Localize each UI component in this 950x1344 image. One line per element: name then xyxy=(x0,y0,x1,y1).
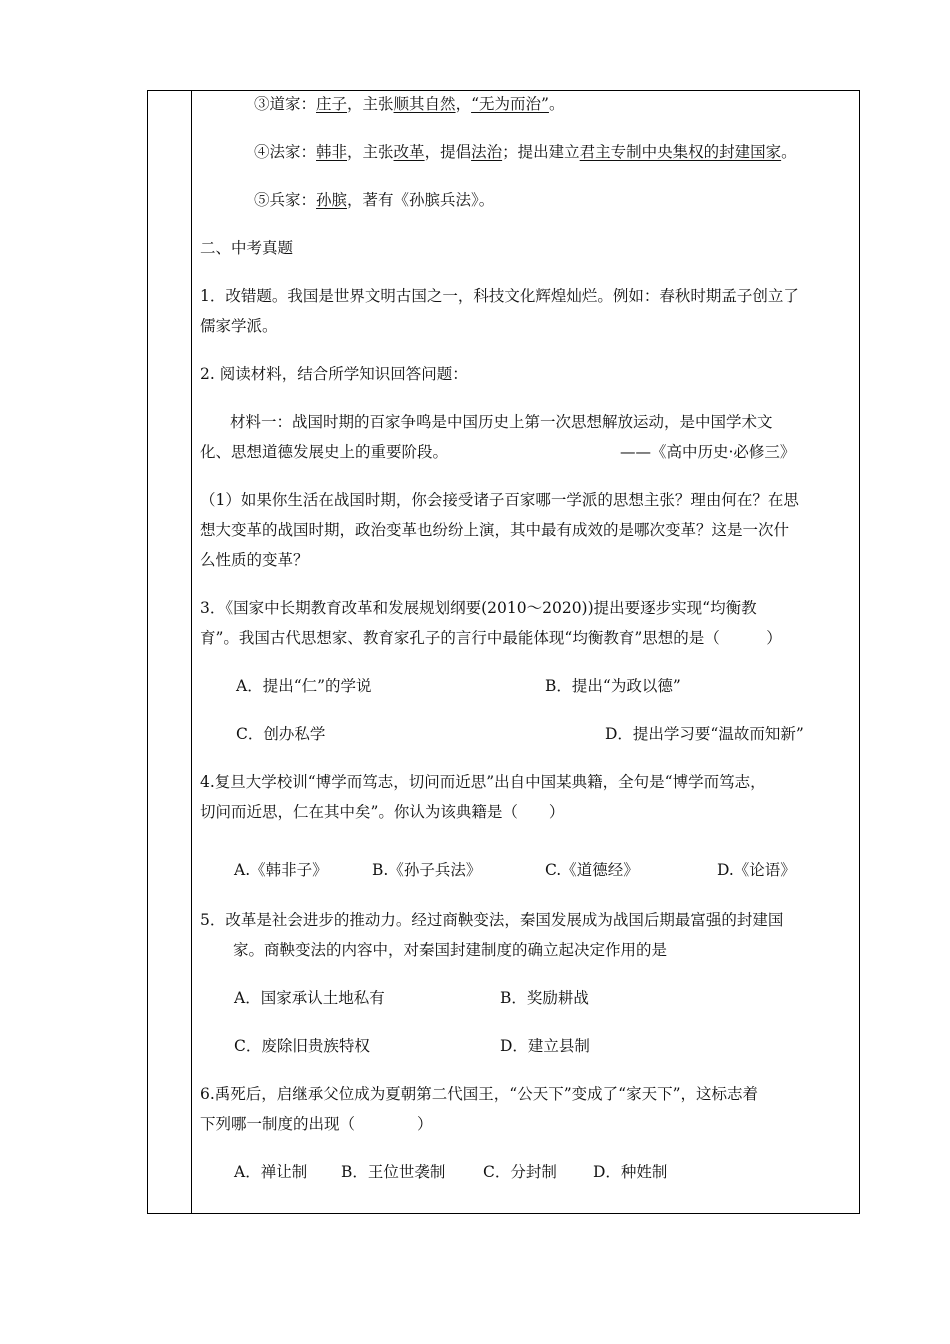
daojia-quote: “无为而治” xyxy=(471,95,549,113)
daojia-mid: ，主张 xyxy=(347,95,394,113)
fajia-end: 。 xyxy=(781,143,797,161)
q5-line2: 家。商鞅变法的内容中，对秦国封建制度的确立起决定作用的是 xyxy=(233,941,668,959)
q6-option-a: A．禅让制 xyxy=(234,1163,308,1181)
bingjia-person: 孙膑 xyxy=(316,191,348,209)
q3-option-b: B．提出“为政以德” xyxy=(545,677,681,695)
bingjia-prefix: ⑤兵家： xyxy=(254,191,317,209)
bingjia-line xyxy=(254,190,494,210)
q3-option-a: A．提出“仁”的学说 xyxy=(236,677,372,695)
daojia-line xyxy=(254,94,564,114)
q6-option-c: C．分封制 xyxy=(483,1163,557,1181)
bingjia-rest: ，著有《孙膑兵法》。 xyxy=(347,191,495,209)
column-divider xyxy=(191,91,192,1213)
q2-1-line3: 么性质的变革？ xyxy=(200,551,309,569)
daojia-person: 庄子 xyxy=(316,95,348,113)
q1-line2: 儒家学派。 xyxy=(200,317,278,335)
q4-option-d: D.《论语》 xyxy=(717,861,796,879)
q5-option-d: D．建立县制 xyxy=(500,1037,590,1055)
content-table xyxy=(147,90,860,1214)
q5-line1: 5．改革是社会进步的推动力。经过商鞅变法，秦国发展成为战国后期最富强的封建国 xyxy=(200,911,784,929)
q3-line1: 3．《国家中长期教育改革和发展规划纲要(2010～2020))提出要逐步实现“均衡教 xyxy=(200,599,757,617)
q4-option-a: A.《韩非子》 xyxy=(234,861,328,879)
fajia-line xyxy=(254,142,797,162)
q5-option-b: B．奖励耕战 xyxy=(500,989,589,1007)
daojia-idea: 顺其自然 xyxy=(393,95,456,113)
q6-option-d: D．种姓制 xyxy=(593,1163,668,1181)
q3-option-c: C．创办私学 xyxy=(236,725,326,743)
fajia-prefix: ④法家： xyxy=(254,143,317,161)
q3-option-d: D．提出学习要“温故而知新” xyxy=(605,725,804,743)
material-line2: 化、思想道德发展史上的重要阶段。 xyxy=(200,443,449,461)
fajia-reform: 改革 xyxy=(393,143,425,161)
fajia-state: 君主专制中央集权的封建国家 xyxy=(579,143,782,161)
fajia-mid2: ，提倡 xyxy=(424,143,472,161)
q2-1-line1: （1）如果你生活在战国时期，你会接受诸子百家哪一学派的思想主张？理由何在？在思 xyxy=(200,491,799,509)
material-line1: 材料一：战国时期的百家争鸣是中国历史上第一次思想解放运动，是中国学术文 xyxy=(230,413,773,431)
fajia-law: 法治 xyxy=(471,143,503,161)
fajia-person: 韩非 xyxy=(316,143,348,161)
q4-line1: 4.复旦大学校训“博学而笃志，切问而近思”出自中国某典籍，全句是“博学而笃志， xyxy=(200,773,766,791)
fajia-mid3: ；提出建立 xyxy=(502,143,580,161)
q6-option-b: B．王位世袭制 xyxy=(341,1163,446,1181)
q4-option-c: C.《道德经》 xyxy=(545,861,639,879)
q5-option-a: A．国家承认土地私有 xyxy=(234,989,385,1007)
material-source: ——《高中历史·必修三》 xyxy=(620,443,796,461)
section-heading: 二、中考真题 xyxy=(200,239,294,257)
q3-line2: 育”。我国古代思想家、教育家孔子的言行中最能体现“均衡教育”思想的是（ ） xyxy=(200,629,782,647)
q1-line1: 1．改错题。我国是世界文明古国之一，科技文化辉煌灿烂。例如：春秋时期孟子创立了 xyxy=(200,287,799,305)
daojia-prefix: ③道家： xyxy=(254,95,317,113)
daojia-end: 。 xyxy=(548,95,565,113)
q6-line2: 下列哪一制度的出现（ ） xyxy=(200,1115,433,1133)
content-cell xyxy=(200,91,850,1213)
daojia-sep: ， xyxy=(455,95,472,113)
q2-1-line2: 想大变革的战国时期，政治变革也纷纷上演，其中最有成效的是哪次变革？这是一次什 xyxy=(200,521,790,539)
fajia-mid1: ，主张 xyxy=(347,143,394,161)
q6-line1: 6.禹死后，启继承父位成为夏朝第二代国王，“公天下”变成了“家天下”，这标志着 xyxy=(200,1085,758,1103)
q5-option-c: C．废除旧贵族特权 xyxy=(234,1037,370,1055)
q4-line2: 切问而近思，仁在其中矣”。你认为该典籍是（ ） xyxy=(200,803,565,821)
q2-line: 2. 阅读材料，结合所学知识回答问题： xyxy=(200,365,468,383)
q4-option-b: B.《孙子兵法》 xyxy=(372,861,482,879)
